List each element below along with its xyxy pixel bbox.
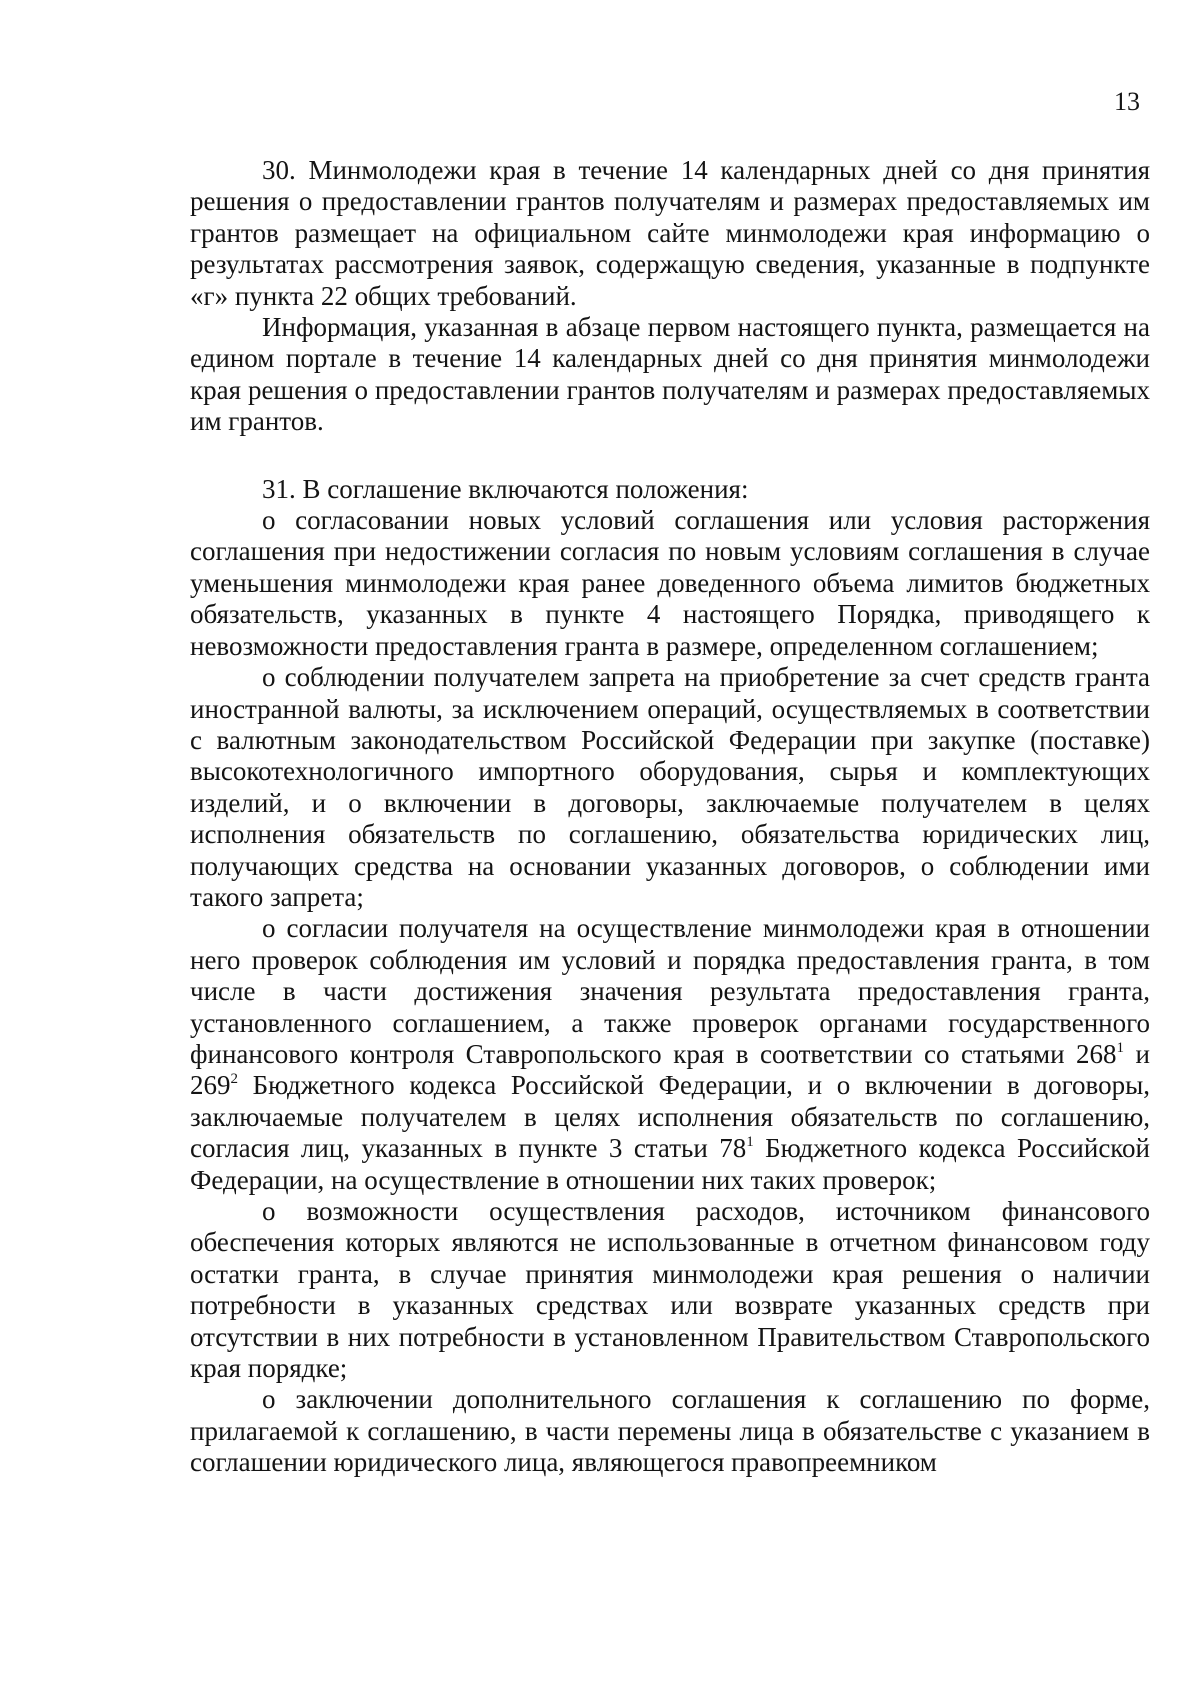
superscript-268: 1 [1116, 1039, 1125, 1056]
paragraph-spacer [190, 438, 1150, 474]
inspection-consent-text-1: о согласии получателя на осуществление минмолодежи края в отношении него проверок соблюдения им условий и порядка предоставления гранта, в том числе в части достижения значения результата предоставления гранта, установленного соглашением, а также проверок органами государственного финансового контроля Ставропольского края в соответствии со статьями 268 [190, 913, 1150, 1069]
paragraph-30-main: 30. Минмолодежи края в течение 14 календарных дней со дня принятия решения о предоставлении грантов получателям и размерах предоставляемых им грантов размещает на официальном сайте минмолодежи края информацию о результатах рассмотрения заявок, содержащую сведения, указанные в подпункте «г» пункта 22 общих требований. [190, 155, 1150, 311]
paragraph-31-currency-ban: о соблюдении получателем запрета на приобретение за счет средств гранта иностранной валюты, за исключением операций, осуществляемых в соответствии с валютным законодательством Российской Федерации при закупке (поставке) высокотехнологичного импортного оборудования, сырья и комплектующих изделий, и о включении в договоры, заключаемые получателем в целях исполнения обязательств по соглашению, обязательства юридических лиц, получающих средства на основании указанных договоров, о соблюдении ими такого запрета; [190, 662, 1150, 912]
superscript-78: 1 [746, 1134, 754, 1151]
paragraph-31-inspection-consent [190, 913, 1150, 1196]
paragraph-31-additional-agreement: о заключении дополнительного соглашения к соглашению по форме, прилагаемой к соглашению, в части перемены лица в обязательстве с указанием в соглашении юридического лица, являющегося правопреемником [190, 1384, 1150, 1478]
inspection-consent-text-3: Бюджетного кодекса Российской Федерации, и о включении в договоры, заключаемые получателем в целях исполнения обязательств по соглашению, согласия лиц, указанных в пункте 3 статьи 78 [190, 1070, 1150, 1164]
page-number: 13 [1114, 87, 1140, 116]
inspection-consent-text-2: и 269 [190, 1038, 1150, 1101]
superscript-269: 2 [230, 1071, 238, 1088]
document-body [190, 155, 1150, 1479]
paragraph-30-info: Информация, указанная в абзаце первом настоящего пункта, размещается на едином портале в течение 14 календарных дней со дня принятия минмолодежи края решения о предоставлении грантов получателям и размерах предоставляемых им грантов. [190, 312, 1150, 437]
inspection-consent-text-4: Бюджетного кодекса Российской Федерации, на осуществление в отношении них таких проверок; [190, 1133, 1150, 1195]
paragraph-31-intro: 31. В соглашение включаются положения: [262, 473, 749, 504]
paragraph-31-unused-balance: о возможности осуществления расходов, источником финансового обеспечения которых являются не использованные в отчетном финансовом году остатки гранта, в случае принятия минмолодежи края решения о наличии потребности в указанных средствах или возврате указанных средств при отсутствии в них потребности в установленном Правительством Ставропольского края порядке; [190, 1196, 1150, 1384]
paragraph-31-new-conditions: о согласовании новых условий соглашения или условия расторжения соглашения при недостижении согласия по новым условиям соглашения в случае уменьшения минмолодежи края ранее доведенного объема лимитов бюджетных обязательств, указанных в пункте 4 настоящего Порядка, приводящего к невозможности предоставления гранта в размере, определенном соглашением; [190, 505, 1150, 661]
